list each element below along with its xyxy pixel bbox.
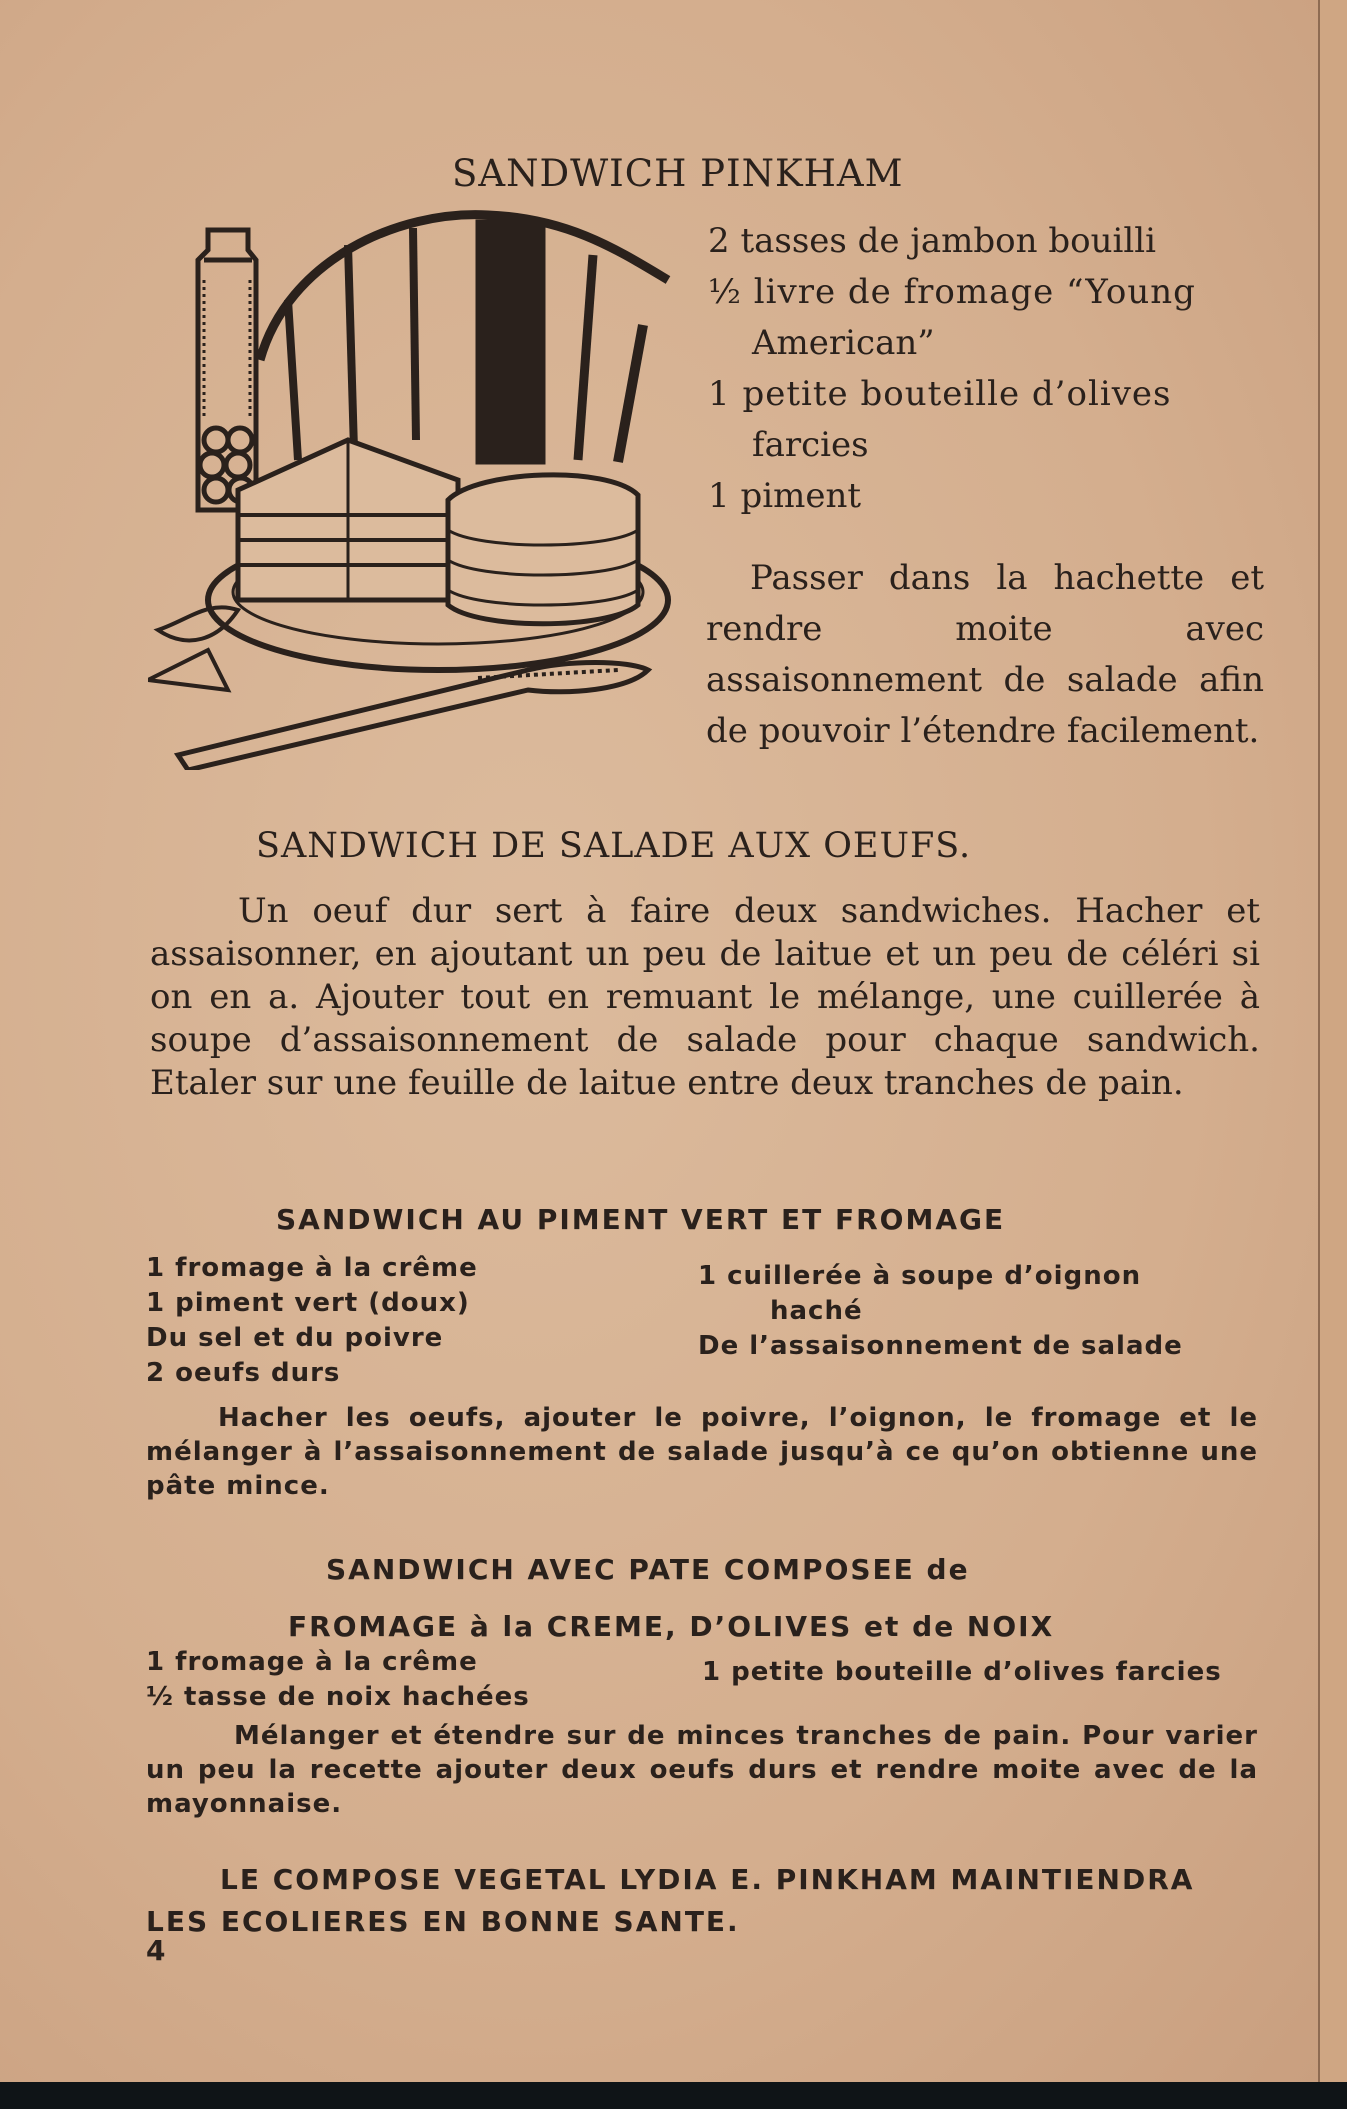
page-number: 4 bbox=[146, 1934, 166, 1967]
ingredient: De l’assaisonnement de salade bbox=[698, 1331, 1183, 1361]
ingredient: 1 fromage à la crême bbox=[146, 1253, 478, 1283]
recipe1-ingredients bbox=[708, 216, 1196, 522]
ingredient: 2 oeufs durs bbox=[146, 1358, 341, 1388]
ingredient: ½ tasse de noix hachées bbox=[146, 1682, 530, 1712]
ingredient: 1 cuillerée à soupe d’oignon bbox=[698, 1261, 1142, 1291]
ingredient: farcies bbox=[752, 425, 869, 465]
scan-border bbox=[0, 2082, 1347, 2109]
ingredient: 1 fromage à la crême bbox=[146, 1647, 478, 1677]
recipe3-left-list bbox=[146, 1251, 478, 1391]
ingredient: 1 petite bouteille d’olives farcies bbox=[702, 1657, 1222, 1687]
ingredient: ½ livre de fromage “Young bbox=[708, 272, 1196, 312]
ingredient: haché bbox=[770, 1296, 863, 1326]
recipe4-right-list bbox=[702, 1655, 1222, 1690]
recipe4-title-line2: FROMAGE à la CREME, D’OLIVES et de NOIX bbox=[288, 1610, 1055, 1643]
recipe3-instructions: Hacher les oeufs, ajouter le poivre, l’oignon, le fromage et le mélanger à l’assaisonnement de salade jusqu’à ce qu’on obtienne une pâte mince. bbox=[146, 1403, 1258, 1501]
ingredient: 2 tasses de jambon bouilli bbox=[708, 221, 1156, 261]
ingredient: American” bbox=[752, 323, 935, 363]
recipe4-title-line1: SANDWICH AVEC PATE COMPOSEE de bbox=[326, 1553, 970, 1586]
page-edge bbox=[1318, 0, 1347, 2082]
recipe3-title: SANDWICH AU PIMENT VERT ET FROMAGE bbox=[276, 1203, 1006, 1236]
recipe4-instructions: Mélanger et étendre sur de minces tranches de pain. Pour varier un peu la recette ajouter deux oeufs durs et rendre moite avec de la mayonnaise. bbox=[146, 1721, 1258, 1819]
recipe3-right-list bbox=[698, 1259, 1183, 1364]
ingredient: Du sel et du poivre bbox=[146, 1323, 444, 1353]
recipe1-title: SANDWICH PINKHAM bbox=[452, 152, 904, 195]
ingredient: 1 piment bbox=[708, 476, 861, 516]
recipe1-instructions: Passer dans la hachette et rendre moite avec assaisonnement de salade afin de pouvoir l’étendre facilement. bbox=[706, 558, 1264, 751]
recipe2-text: Un oeuf dur sert à faire deux sandwiches. Hacher et assaisonner, en ajoutant un peu de laitue et un peu de céléri si on en a. Ajouter tout en remuant le mélange, une cuillerée à soupe d’assaisonnement de salade pour chaque sandwich. Etaler sur une feuille de laitue entre deux tranches de pain. bbox=[150, 891, 1260, 1103]
ingredient: 1 petite bouteille d’olives bbox=[708, 374, 1172, 414]
sandwich-illustration bbox=[148, 200, 688, 770]
ingredient: 1 piment vert (doux) bbox=[146, 1288, 470, 1318]
footer-slogan: LE COMPOSE VEGETAL LYDIA E. PINKHAM MAINTIENDRA LES ECOLIERES EN BONNE SANTE. bbox=[146, 1863, 1195, 1938]
recipe2-title: SANDWICH DE SALADE AUX OEUFS. bbox=[256, 826, 972, 866]
recipe4-left-list bbox=[146, 1645, 530, 1715]
